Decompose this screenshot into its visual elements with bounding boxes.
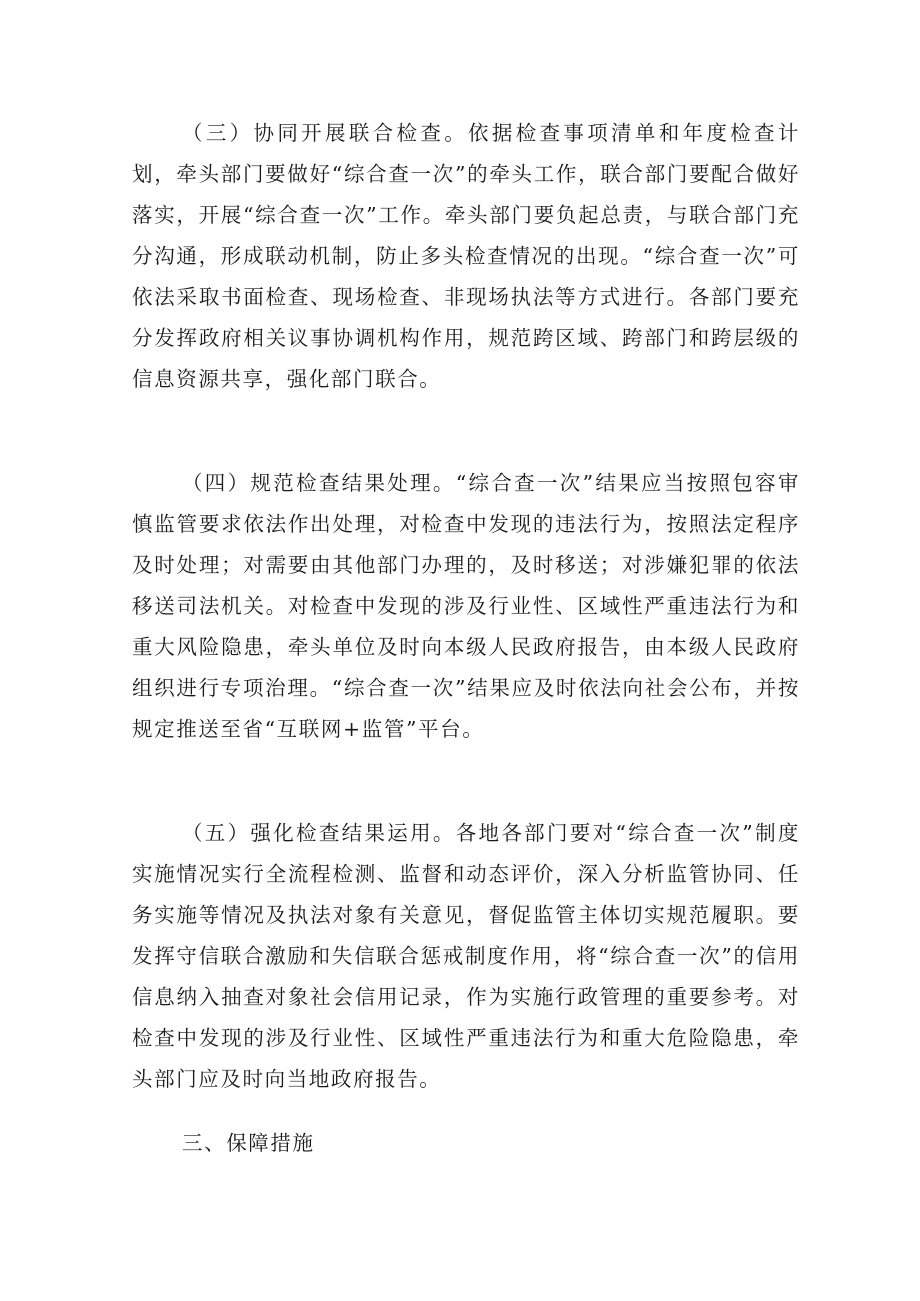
paragraph-result-application: （五）强化检查结果运用。各地各部门要对“综合查一次”制度实施情况实行全流程检测、监督和动态评价，深入分析监管协同、任务实施等情况及执法对象有关意见，督促监管主体切实规范履职。要发挥守信联合激励和失信联合惩戒制度作用，将“综合查一次”的信用信息纳入抽查对象社会信用记录，作为实施行政管理的重要参考。对检查中发现的涉及行业性、区域性严重违法行为和重大危险隐患，牵头部门应及时向当地政府报告。: [132, 821, 800, 1091]
paragraph-joint-inspection: （三）协同开展联合检查。依据检查事项清单和年度检查计划，牵头部门要做好“综合查一次”的牵头工作，联合部门要配合做好落实，开展“综合查一次”工作。牵头部门要负起总责，与联合部门充分沟通，形成联动机制，防止多头检查情况的出现。“综合查一次”可依法采取书面检查、现场检查、非现场执法等方式进行。各部门要充分发挥政府相关议事协调机构作用，规范跨区域、跨部门和跨层级的信息资源共享，强化部门联合。: [132, 121, 800, 391]
paragraph-result-handling: （四）规范检查结果处理。“综合查一次”结果应当按照包容审慎监管要求依法作出处理，对检查中发现的违法行为，按照法定程序及时处理；对需要由其他部门办理的，及时移送；对涉嫌犯罪的依法移送司法机关。对检查中发现的涉及行业性、区域性严重违法行为和重大风险隐患，牵头单位及时向本级人民政府报告，由本级人民政府组织进行专项治理。“综合查一次”结果应及时依法向社会公布，并按规定推送至省“互联网+监管”平台。: [132, 471, 800, 741]
section-heading: 三、保障措施: [182, 1131, 315, 1155]
